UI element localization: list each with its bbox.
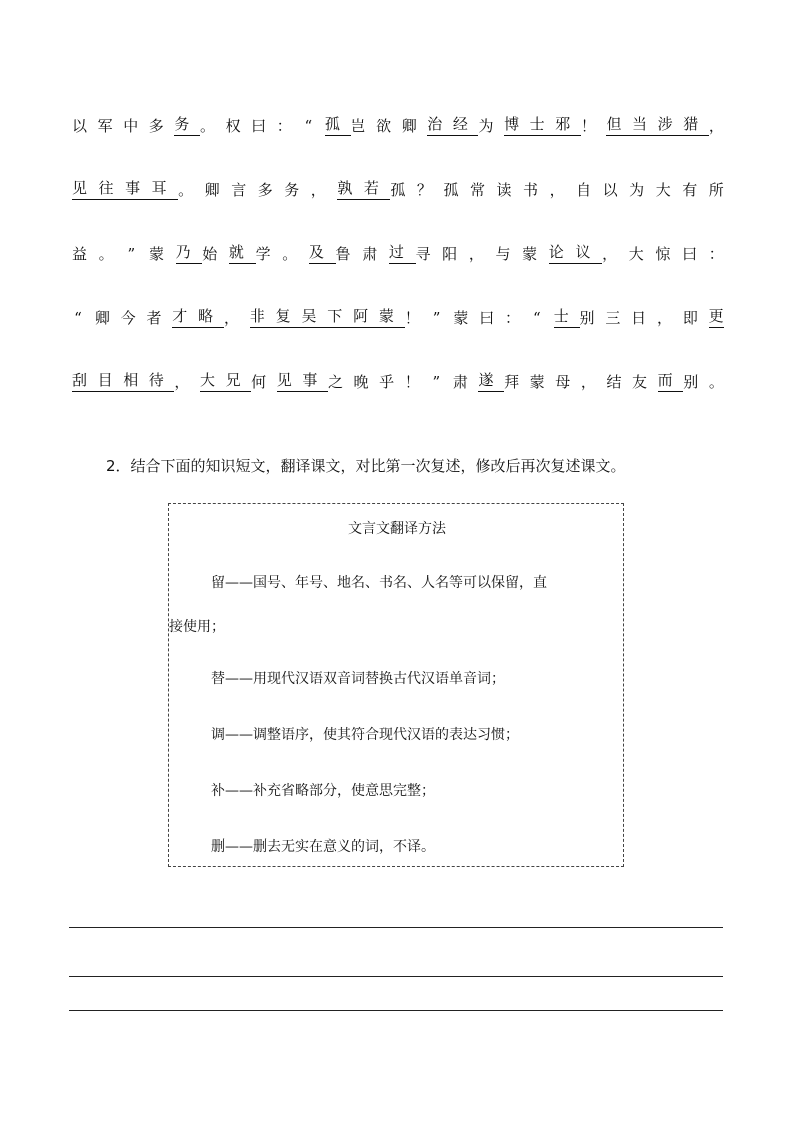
underlined-phrase: 更 bbox=[709, 306, 724, 328]
passage-text: 寻 阳 ， 与 蒙 bbox=[415, 245, 538, 263]
passage-text: ， bbox=[708, 117, 724, 135]
passage-text: ， bbox=[223, 309, 239, 327]
passage-text: 鲁 肃 bbox=[335, 245, 378, 263]
underlined-phrase: 务 bbox=[174, 114, 200, 136]
underlined-phrase: 孰 若 bbox=[337, 178, 390, 200]
method-tiao: 调——调整语序，使其符合现代汉语的表达习惯； bbox=[211, 727, 519, 743]
answer-line[interactable] bbox=[69, 976, 723, 977]
passage-text: 何 bbox=[251, 373, 267, 391]
passage-line bbox=[72, 304, 724, 328]
underlined-phrase: 但 当 bbox=[606, 114, 657, 136]
passage-text: 始 bbox=[202, 245, 218, 263]
passage-text: 学 。 bbox=[255, 245, 298, 263]
passage-text: 。 权 曰 ： “ bbox=[199, 117, 313, 135]
passage-line bbox=[72, 176, 724, 200]
underlined-phrase: 才 略 bbox=[172, 306, 224, 328]
passage-text: 岂 欲 卿 bbox=[350, 117, 417, 135]
passage-text: 拜 蒙 母 ， 结 友 bbox=[504, 373, 648, 391]
underlined-phrase: 而 bbox=[658, 370, 684, 392]
underlined-phrase: 治 经 bbox=[427, 114, 478, 136]
underlined-phrase: 孤 bbox=[325, 114, 351, 136]
passage-text: 以 军 中 多 bbox=[72, 117, 164, 135]
method-liu-continued: 接使用； bbox=[169, 619, 225, 635]
underlined-phrase: 大 兄 bbox=[200, 370, 251, 392]
passage-text: 孤 ？ 孤 常 读 书 ， 自 以 为 大 有 所 bbox=[390, 181, 724, 199]
passage-text: 别 三 日 ， 即 bbox=[579, 309, 698, 327]
method-bu: 补——补充省略部分，使意思完整； bbox=[211, 783, 435, 799]
method-ti: 替——用现代汉语双音词替换古代汉语单音词； bbox=[211, 671, 505, 687]
box-title: 文言文翻译方法 bbox=[348, 521, 446, 537]
underlined-phrase: 非 复 吴 下 阿 蒙 bbox=[250, 306, 405, 328]
underlined-phrase: 士 bbox=[554, 306, 580, 328]
underlined-phrase: 过 bbox=[389, 242, 416, 264]
passage-text: ， 大 惊 曰 ： bbox=[602, 245, 724, 263]
passage-text: ！ bbox=[580, 117, 596, 135]
underlined-phrase: 见 往 事 耳 bbox=[72, 178, 178, 200]
underlined-phrase: 论 议 bbox=[549, 242, 602, 264]
passage-text: 。 卿 言 多 务 ， bbox=[178, 181, 326, 199]
passage-line bbox=[72, 240, 724, 264]
underlined-phrase: 刮 目 相 待 bbox=[72, 370, 174, 392]
answer-line[interactable] bbox=[69, 1010, 723, 1011]
method-liu-text: 留——国号、年号、地名、书名、人名等可以保留，直 bbox=[211, 575, 547, 591]
passage-text: ， bbox=[174, 373, 190, 391]
passage-text: 别 。 bbox=[683, 373, 724, 391]
passage-line bbox=[72, 112, 724, 136]
translation-methods-box bbox=[168, 503, 624, 867]
underlined-phrase: 涉 猎 bbox=[658, 114, 709, 136]
underlined-phrase: 就 bbox=[229, 242, 256, 264]
underlined-phrase: 博 士 邪 bbox=[504, 114, 581, 136]
underlined-phrase: 及 bbox=[309, 242, 336, 264]
passage-text: ！ ” 蒙 曰 ： “ bbox=[404, 309, 541, 327]
underlined-phrase: 遂 bbox=[478, 370, 504, 392]
method-liu bbox=[169, 572, 583, 592]
passage-text: 为 bbox=[478, 117, 494, 135]
passage-text: “ 卿 今 者 bbox=[74, 309, 162, 327]
passage-line bbox=[72, 368, 724, 392]
passage-text: 之 晚 乎 ！ ” 肃 bbox=[327, 373, 468, 391]
answer-line[interactable] bbox=[69, 927, 723, 928]
underlined-phrase: 乃 bbox=[176, 242, 203, 264]
question-2: 2．结合下面的知识短文，翻译课文，对比第一次复述，修改后再次复述课文。 bbox=[106, 457, 626, 475]
underlined-phrase: 见 事 bbox=[277, 370, 328, 392]
method-shan: 删——删去无实在意义的词，不译。 bbox=[211, 839, 435, 855]
passage-text: 益 。 ” 蒙 bbox=[72, 245, 164, 263]
